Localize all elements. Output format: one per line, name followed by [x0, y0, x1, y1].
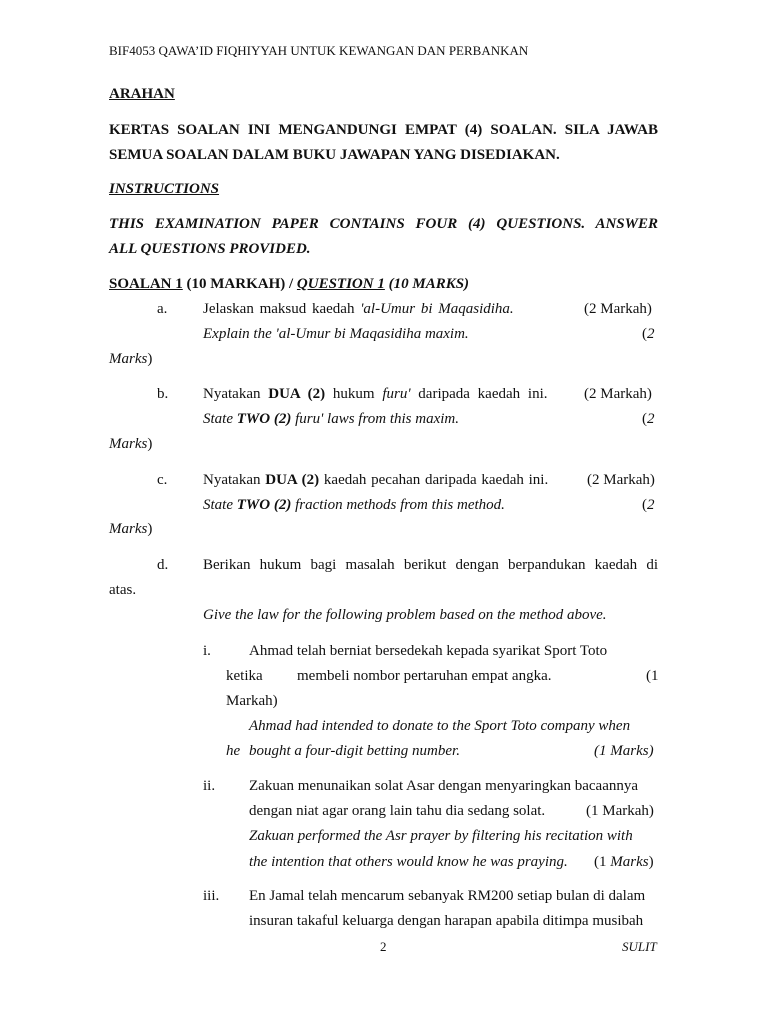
item-c-malay-bold: DUA (2) — [265, 472, 320, 488]
arahan-heading: ARAHAN — [109, 86, 175, 102]
marks-word: Marks — [109, 521, 148, 537]
item-c-malay-pre: Nyatakan — [203, 472, 266, 488]
item-b-english-marks-close — [109, 436, 152, 453]
item-b-malay — [203, 386, 548, 403]
sub-item-i-english-line-1: Ahmad had intended to donate to the Sport Toto company when — [249, 718, 631, 734]
paren-close: ) — [147, 436, 153, 452]
question-1-marks: (10 MARKS) — [388, 276, 470, 292]
confidential-label: SULIT — [622, 939, 657, 954]
sub-item-ii-malay-line-2: dengan niat agar orang lain tahu dia sedang solat. — [249, 803, 546, 819]
item-a-malay-text: Jelaskan maksud kaedah — [203, 301, 361, 317]
item-c-malay-marks: (2 Markah) — [587, 472, 655, 488]
item-b-english-post: furu' laws from this maxim. — [291, 411, 459, 427]
paren-open: ( — [642, 497, 647, 513]
item-c-english-marks-open — [642, 497, 655, 514]
item-d-label: d. — [157, 557, 169, 573]
sub-item-i-english-line-2b: bought a four-digit betting number. — [249, 743, 460, 759]
item-a-english-marks-close — [109, 351, 152, 368]
item-b-english-pre: State — [203, 411, 237, 427]
sub-item-i-malay-marks: (1 — [646, 668, 659, 684]
marks-word: Marks — [610, 854, 649, 870]
sub-item-ii-malay-line-1: Zakuan menunaikan solat Asar dengan menyaringkan bacaannya — [249, 778, 639, 794]
item-b-malay-pre: Nyatakan — [203, 386, 269, 402]
instructions-line-2: ALL QUESTIONS PROVIDED. — [109, 241, 311, 257]
item-b-english-bold: TWO (2) — [236, 411, 292, 427]
paren-close: ) — [147, 351, 153, 367]
arahan-line-1: KERTAS SOALAN INI MENGANDUNGI EMPAT (4) SOALAN. SILA JAWAB — [109, 122, 658, 138]
sub-item-iii-label: iii. — [203, 888, 220, 904]
paren-open: ( — [642, 411, 647, 427]
instructions-line-1: THIS EXAMINATION PAPER CONTAINS FOUR (4) QUESTIONS. ANSWER — [109, 216, 658, 232]
item-b-english — [203, 411, 459, 428]
soalan-1-markah: (10 MARKAH) / — [186, 276, 294, 292]
item-b-malay-term: furu' — [382, 386, 411, 402]
item-a-english-marks-open — [642, 326, 655, 343]
sub-item-ii-label: ii. — [203, 778, 216, 794]
item-a-malay-marks: (2 Markah) — [584, 301, 652, 317]
question-1-label: QUESTION 1 — [296, 276, 385, 292]
sub-item-iii-malay-line-1: En Jamal telah mencarum sebanyak RM200 setiap bulan di dalam — [249, 888, 646, 904]
item-a-malay-term: 'al-Umur bi Maqasidiha. — [360, 301, 514, 317]
paren-close: ) — [147, 521, 153, 537]
item-a-english: Explain the 'al-Umur bi Maqasidiha maxim. — [203, 326, 469, 342]
marks-open: (1 — [594, 854, 611, 870]
sub-item-i-malay-line-1: Ahmad telah berniat bersedekah kepada syarikat Sport Toto — [249, 643, 608, 659]
item-a-malay — [203, 301, 514, 318]
page-number: 2 — [380, 939, 387, 954]
item-c-english-marks-num: 2 — [647, 497, 655, 513]
question-1-heading — [109, 276, 469, 293]
item-c-english-bold: TWO (2) — [236, 497, 292, 513]
sub-item-ii-english-line-2: the intention that others would know he was praying. — [249, 854, 568, 870]
item-b-malay-bold: DUA (2) — [268, 386, 326, 402]
item-b-malay-marks: (2 Markah) — [584, 386, 652, 402]
instructions-heading: INSTRUCTIONS — [109, 181, 220, 197]
sub-item-i-malay-line-3: Markah) — [226, 693, 278, 709]
item-a-english-marks-num: 2 — [647, 326, 655, 342]
sub-item-i-malay-line-2b: membeli nombor pertaruhan empat angka. — [297, 668, 552, 684]
paren-open: ( — [642, 326, 647, 342]
arahan-line-2: SEMUA SOALAN DALAM BUKU JAWAPAN YANG DISEDIAKAN. — [109, 147, 560, 163]
sub-item-iii-malay-line-2: insuran takaful keluarga dengan harapan apabila ditimpa musibah — [249, 913, 644, 929]
item-c-malay-post: kaedah pecahan daripada kaedah ini. — [319, 472, 549, 488]
item-c-malay — [203, 472, 548, 489]
item-b-malay-post: daripada kaedah ini. — [410, 386, 548, 402]
sub-item-ii-english-marks — [594, 854, 654, 871]
item-c-label: c. — [157, 472, 168, 488]
sub-item-i-english-marks: (1 Marks) — [594, 743, 654, 759]
item-b-malay-mid: hukum — [325, 386, 383, 402]
item-d-malay-line-1: Berikan hukum bagi masalah berikut dengan berpandukan kaedah di — [203, 557, 658, 573]
soalan-1-label: SOALAN 1 — [109, 276, 183, 292]
item-b-english-marks-num: 2 — [647, 411, 655, 427]
item-b-english-marks-open — [642, 411, 655, 428]
item-c-english-marks-close — [109, 521, 152, 538]
sub-item-i-malay-line-2a: ketika — [226, 668, 263, 684]
item-d-english: Give the law for the following problem based on the method above. — [203, 607, 607, 623]
item-b-label: b. — [157, 386, 169, 402]
sub-item-i-english-line-2a: he — [226, 743, 241, 759]
item-d-malay-line-2: atas. — [109, 582, 137, 598]
sub-item-ii-english-line-1: Zakuan performed the Asr prayer by filtering his recitation with — [249, 828, 633, 844]
sub-item-i-label: i. — [203, 643, 211, 659]
sub-item-ii-malay-marks: (1 Markah) — [586, 803, 654, 819]
item-c-english — [203, 497, 505, 514]
course-header: BIF4053 QAWA’ID FIQHIYYAH UNTUK KEWANGAN DAN PERBANKAN — [109, 43, 529, 58]
marks-word: Marks — [109, 436, 148, 452]
item-a-label: a. — [157, 301, 168, 317]
item-c-english-post: fraction methods from this method. — [291, 497, 505, 513]
marks-close: ) — [648, 854, 654, 870]
marks-word: Marks — [109, 351, 148, 367]
item-c-english-pre: State — [203, 497, 237, 513]
